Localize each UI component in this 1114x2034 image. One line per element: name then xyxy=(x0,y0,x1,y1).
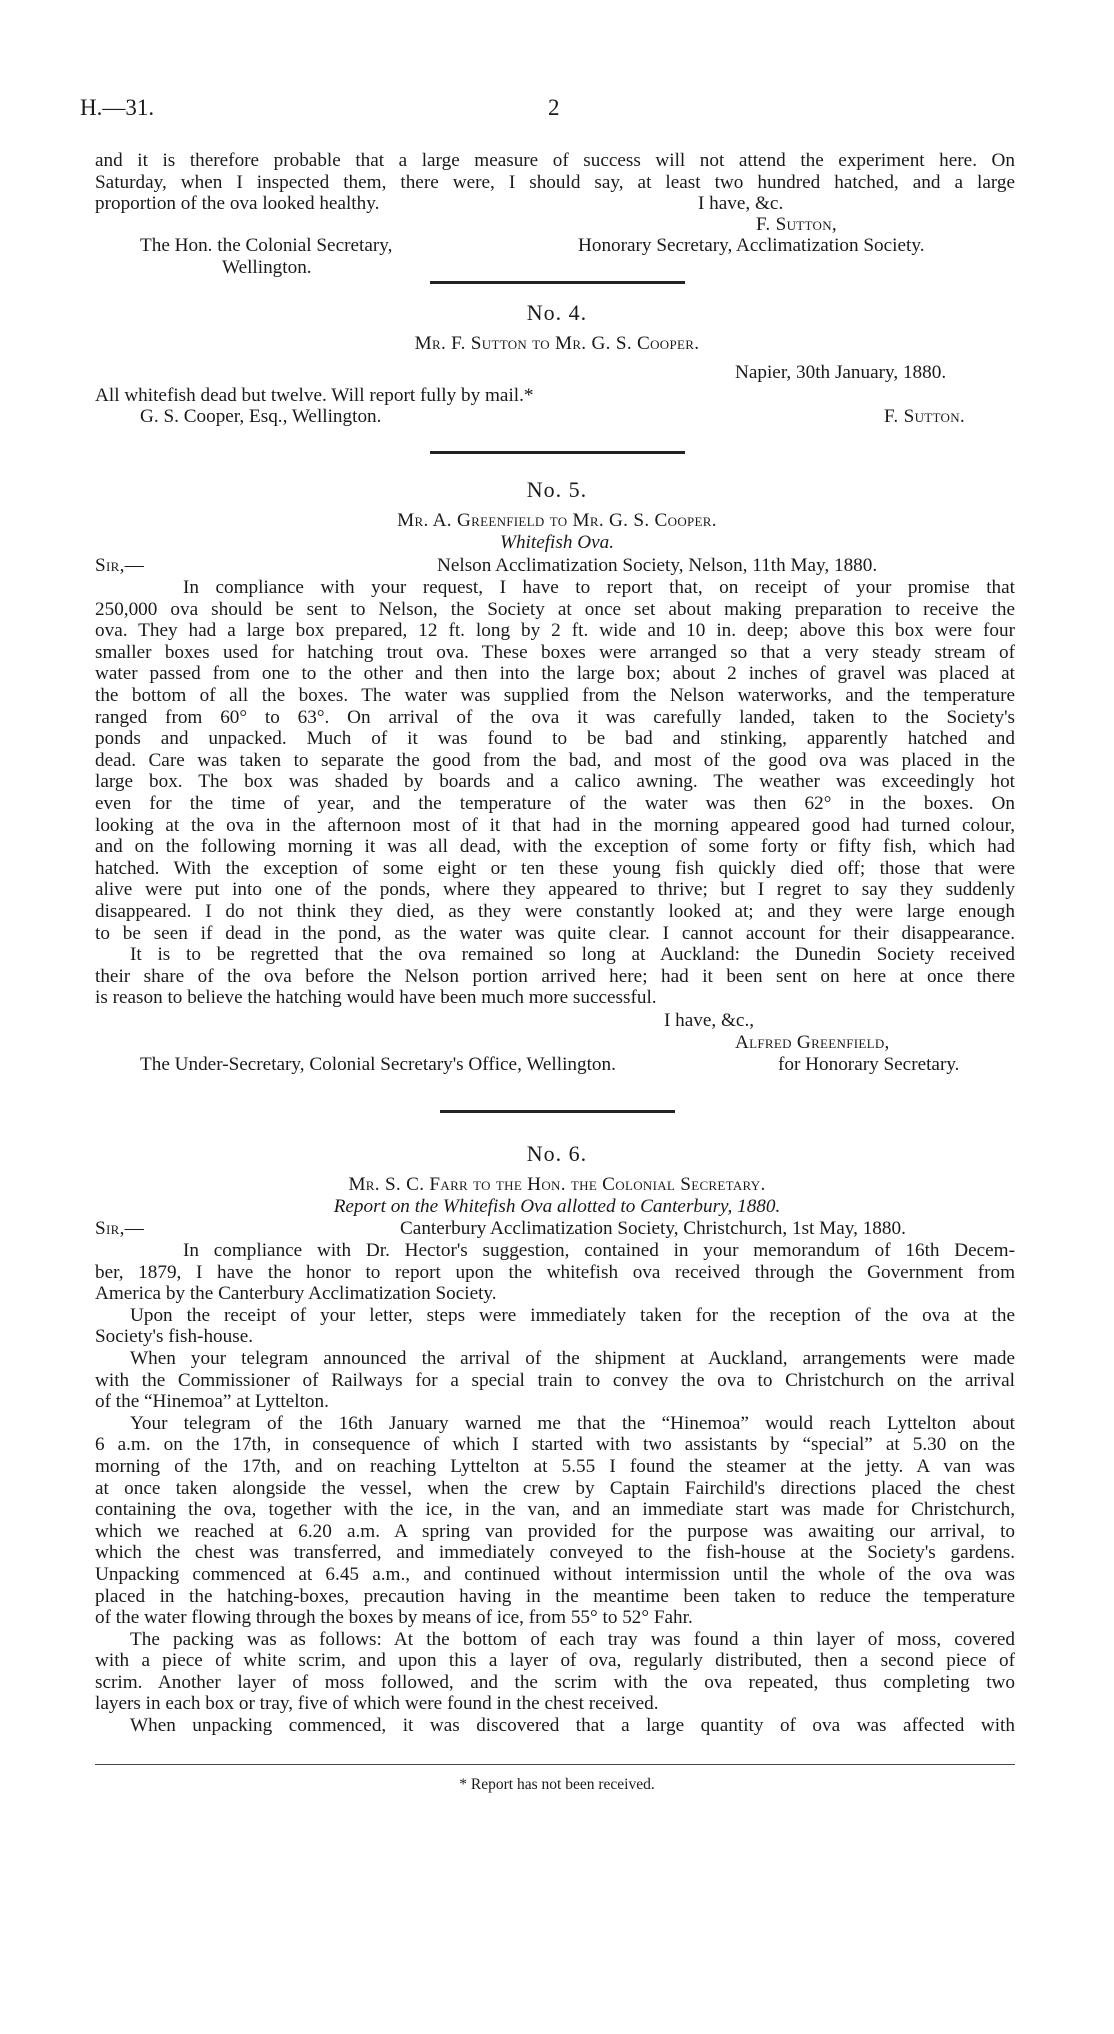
document-reference: H.—31. xyxy=(80,95,155,120)
text-line: their share of the ova before the Nelson portion arrived here; had it been sent on here at once there xyxy=(95,965,1015,987)
salutation: Sir,— xyxy=(95,555,145,576)
subject: Report on the Whitefish Ova allotted to Canterbury, 1880. xyxy=(333,1196,781,1217)
text-line: which we reached at 6.20 a.m. A spring van provided for the purpose was awaiting our arrival, to xyxy=(95,1520,1015,1542)
section-title-no5: No. 5. xyxy=(526,477,588,502)
text-line: containing the ova, together with the ice, in the van, and an immediate start was made for Christchurch, xyxy=(95,1499,1015,1521)
footnote: * Report has not been received. xyxy=(459,1776,655,1793)
signer-title: Honorary Secretary, Acclimatization Society. xyxy=(578,235,925,256)
telegram-message: All whitefish dead but twelve. Will report fully by mail.* xyxy=(95,385,534,406)
signer: F. Sutton. xyxy=(884,406,966,427)
page-number: 2 xyxy=(548,95,560,120)
closing: I have, &c., xyxy=(664,1010,755,1031)
text-line: Saturday, when I inspected them, there were, I should say, at least two hundred hatched, and a large xyxy=(95,171,1015,193)
text-line: smaller boxes used for hatching trout ova. These boxes were arranged so that a very steady stream of xyxy=(95,641,1015,663)
text-line: morning of the 17th, and on reaching Lyttelton at 5.55 I found the steamer at the jetty. A van was xyxy=(95,1455,1015,1477)
letter-body-no6 xyxy=(95,1240,1015,1737)
text-line: Your telegram of the 16th January warned me that the “Hinemoa” would reach Lyttelton about xyxy=(130,1412,1015,1434)
text-line: placed in the hatching-boxes, precaution having in the meantime been taken to reduce the temperature xyxy=(95,1585,1015,1607)
text-line: of the “Hinemoa” at Lyttelton. xyxy=(95,1391,329,1413)
section-divider xyxy=(430,281,685,284)
text-line: with the Commissioner of Railways for a special train to convey the ova to Christchurch on the arrival xyxy=(95,1369,1015,1391)
previous-letter-tail xyxy=(95,150,1015,215)
place-date: Canterbury Acclimatization Society, Christchurch, 1st May, 1880. xyxy=(400,1218,906,1239)
text-line: disappeared. I do not think they died, as they were constantly looked at; and they were large enough xyxy=(95,900,1015,922)
addressee: The Under-Secretary, Colonial Secretary's Office, Wellington. xyxy=(140,1054,616,1075)
text-line: which the chest was transferred, and immediately conveyed to the fish-house at the Society's gardens. xyxy=(95,1542,1015,1564)
text-line: looking at the ova in the afternoon most of it that had in the morning appeared good had turned colour, xyxy=(95,814,1015,836)
addressee: The Hon. the Colonial Secretary, xyxy=(140,235,393,256)
text-line: hatched. With the exception of some eight or ten these young fish quickly died off; those that were xyxy=(95,857,1015,879)
section-divider xyxy=(440,1110,675,1113)
text-line: The packing was as follows: At the bottom of each tray was found a thin layer of moss, covered xyxy=(130,1628,1015,1650)
text-line: scrim. Another layer of moss followed, and the scrim with the ova repeated, thus completing two xyxy=(95,1671,1015,1693)
from-to-line: Mr. F. Sutton to Mr. G. S. Cooper. xyxy=(414,333,700,354)
closing: I have, &c. xyxy=(698,193,784,214)
text-line: at once taken alongside the vessel, when the crew by Captain Fairchild's directions placed the chest xyxy=(95,1477,1015,1499)
text-line: Upon the receipt of your letter, steps were immediately taken for the reception of the ova at the xyxy=(130,1304,1015,1326)
section-divider xyxy=(430,451,685,454)
text-line: the bottom of all the boxes. The water was supplied from the Nelson waterworks, and the temperature xyxy=(95,684,1015,706)
text-line: proportion of the ova looked healthy. xyxy=(95,193,380,215)
from-to-line: Mr. A. Greenfield to Mr. G. S. Cooper. xyxy=(397,510,717,531)
text-line: ova. They had a large box prepared, 12 ft. long by 2 ft. wide and 10 in. deep; above this box were four xyxy=(95,620,1015,642)
text-line: When unpacking commenced, it was discovered that a large quantity of ova was affected with xyxy=(130,1715,1015,1737)
text-line: When your telegram announced the arrival of the shipment at Auckland, arrangements were made xyxy=(130,1347,1015,1369)
signer: F. Sutton, xyxy=(756,214,838,235)
text-line: layers in each box or tray, five of which were found in the chest received. xyxy=(95,1693,659,1715)
section-title-no6: No. 6. xyxy=(526,1141,588,1166)
text-line: and on the following morning it was all dead, with the exception of some forty or fifty fish, which had xyxy=(95,836,1015,858)
addressee: G. S. Cooper, Esq., Wellington. xyxy=(140,406,382,427)
text-line: alive were put into one of the ponds, where they appeared to thrive; but I regret to say they suddenly xyxy=(95,879,1015,901)
text-line: and it is therefore probable that a large measure of success will not attend the experiment here. On xyxy=(95,150,1015,171)
text-line: ber, 1879, I have the honor to report upon the whitefish ova received through the Government from xyxy=(95,1261,1015,1283)
text-line: ponds and unpacked. Much of it was found to be bad and stinking, apparently hatched and xyxy=(95,728,1015,750)
addressee-city: Wellington. xyxy=(222,257,312,278)
text-line: 250,000 ova should be sent to Nelson, the Society at once set about making preparation to receive the xyxy=(95,598,1015,620)
footnote-rule xyxy=(95,1764,1015,1765)
text-line: to be seen if dead in the pond, as the water was quite clear. I cannot account for their disappearance. xyxy=(95,922,1015,944)
text-line: America by the Canterbury Acclimatization Society. xyxy=(95,1283,497,1305)
place-date: Napier, 30th January, 1880. xyxy=(735,362,947,383)
text-line: large box. The box was shaded by boards and a calico awning. The weather was exceedingly hot xyxy=(95,771,1015,793)
subject: Whitefish Ova. xyxy=(499,532,615,553)
text-line: Society's fish-house. xyxy=(95,1326,254,1348)
salutation: Sir,— xyxy=(95,1218,145,1239)
text-line: is reason to believe the hatching would have been much more successful. xyxy=(95,987,657,1009)
from-to-line: Mr. S. C. Farr to the Hon. the Colonial Secretary. xyxy=(348,1174,766,1195)
text-line: even for the time of year, and the temperature of the water was then 62° in the boxes. On xyxy=(95,792,1015,814)
text-line: Unpacking commenced at 6.45 a.m., and continued without intermission until the whole of the ova was xyxy=(95,1563,1015,1585)
text-line: In compliance with your request, I have to report that, on receipt of your promise that xyxy=(183,577,1015,598)
text-line: water passed from one to the other and then into the large box; about 2 inches of gravel was placed at xyxy=(95,663,1015,685)
text-line: dead. Care was taken to separate the good from the bad, and most of the good ova was placed in the xyxy=(95,749,1015,771)
section-title-no4: No. 4. xyxy=(526,300,588,325)
text-line: It is to be regretted that the ova remained so long at Auckland: the Dunedin Society received xyxy=(130,944,1015,966)
text-line: of the water flowing through the boxes by means of ice, from 55° to 52° Fahr. xyxy=(95,1607,693,1629)
text-line: In compliance with Dr. Hector's suggestion, contained in your memorandum of 16th Decem- xyxy=(183,1240,1015,1261)
text-line: ranged from 60° to 63°. On arrival of the ova it was carefully landed, taken to the Society's xyxy=(95,706,1015,728)
text-line: with a piece of white scrim, and upon this a layer of ova, regularly distributed, then a second piece of xyxy=(95,1650,1015,1672)
signer-title: for Honorary Secretary. xyxy=(778,1054,960,1075)
place-date: Nelson Acclimatization Society, Nelson, 11th May, 1880. xyxy=(437,555,878,576)
text-line: 6 a.m. on the 17th, in consequence of which I started with two assistants by “special” at 5.30 on the xyxy=(95,1434,1015,1456)
letter-body-no5 xyxy=(95,577,1015,1009)
signer: Alfred Greenfield, xyxy=(735,1032,890,1053)
